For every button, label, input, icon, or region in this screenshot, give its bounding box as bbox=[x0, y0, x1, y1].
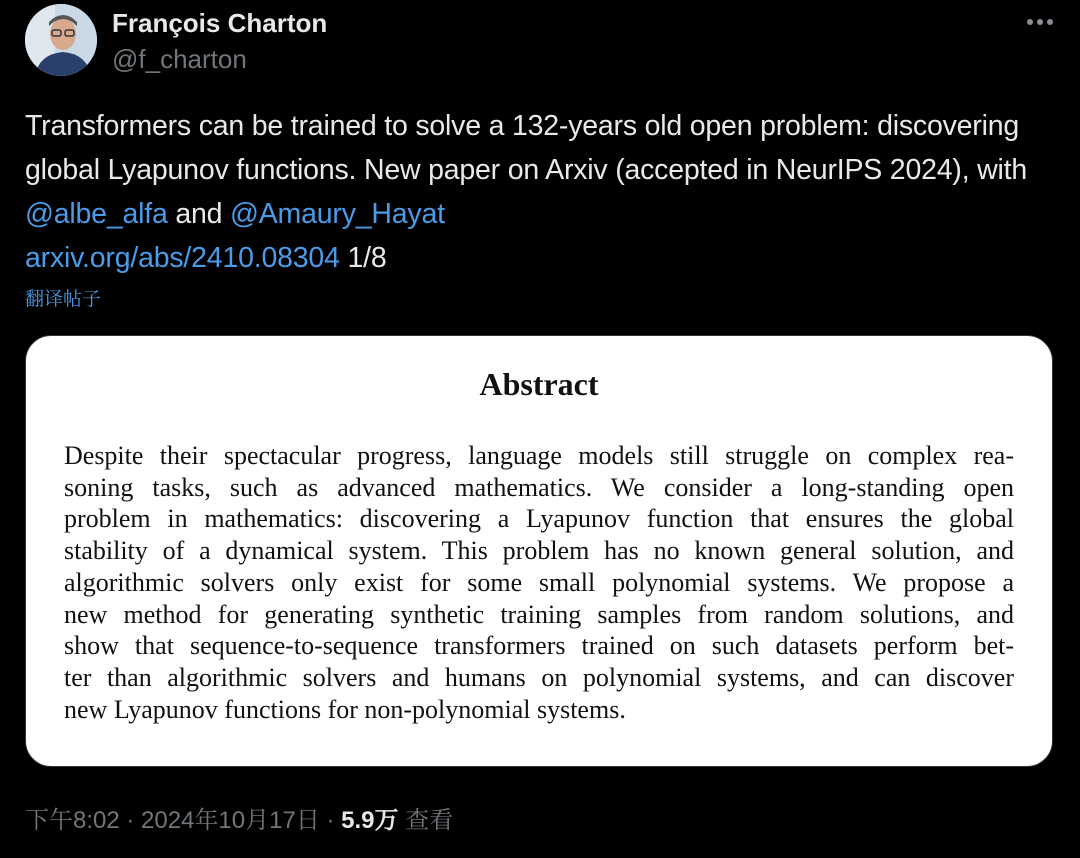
tweet-meta bbox=[25, 800, 453, 835]
abstract-line: Despite their spectacular progress, language models still struggle on complex rea- bbox=[64, 441, 1014, 470]
abstract-line: new method for generating synthetic training samples from random solutions, and bbox=[64, 599, 1014, 629]
abstract-line: ter than algorithmic solvers and humans on polynomial systems, and can discover bbox=[64, 662, 1014, 692]
user-avatar-icon bbox=[25, 4, 97, 76]
separator: · bbox=[119, 807, 142, 834]
abstract-title: Abstract bbox=[479, 366, 599, 402]
abstract-line: stability of a dynamical system. This problem has no known general solution, and bbox=[64, 536, 1014, 566]
translate-post-button[interactable]: 翻译帖子 bbox=[25, 289, 102, 310]
abstract-line: problem in mathematics: discovering a Lyapunov function that ensures the global bbox=[64, 504, 1014, 534]
views-count: 5.9万 bbox=[341, 807, 399, 834]
separator: · bbox=[319, 807, 342, 834]
more-horizontal-icon bbox=[1027, 19, 1033, 25]
tweet-text-connector: and bbox=[167, 198, 231, 230]
abstract-line: new Lyapunov functions for non-polynomial systems. bbox=[64, 694, 626, 724]
abstract-body bbox=[64, 440, 1014, 725]
abstract-line: algorithmic solvers only exist for some small polynomial systems. We propose a bbox=[64, 567, 1014, 597]
thread-count: 1/8 bbox=[339, 242, 387, 274]
more-horizontal-icon bbox=[1047, 19, 1053, 25]
post-time[interactable]: 下午8:02 bbox=[25, 807, 120, 834]
abstract-line: show that sequence-to-sequence transformers trained on such datasets perform bet- bbox=[64, 631, 1014, 661]
views-label: 查看 bbox=[398, 807, 454, 834]
attached-image[interactable] bbox=[25, 335, 1053, 767]
mention-link[interactable]: @albe_alfa bbox=[25, 198, 168, 230]
more-options-button[interactable] bbox=[1020, 12, 1060, 32]
post-date[interactable]: 2024年10月17日 bbox=[141, 807, 320, 834]
avatar[interactable] bbox=[25, 4, 97, 76]
tweet-text-body: Transformers can be trained to solve a 132-years old open problem: discovering global Lyapunov functions. New paper on Arxiv (accepted in NeurIPS 2024), with bbox=[25, 110, 1028, 186]
mention-link[interactable]: @Amaury_Hayat bbox=[230, 198, 445, 230]
abstract-line: soning tasks, such as advanced mathematics. We consider a long-standing open bbox=[64, 472, 1014, 502]
author-handle[interactable]: @f_charton bbox=[112, 44, 247, 74]
tweet-text bbox=[25, 104, 1065, 280]
arxiv-link[interactable]: arxiv.org/abs/2410.08304 bbox=[25, 242, 340, 274]
author-name[interactable]: François Charton bbox=[112, 8, 328, 38]
more-horizontal-icon bbox=[1037, 19, 1043, 25]
